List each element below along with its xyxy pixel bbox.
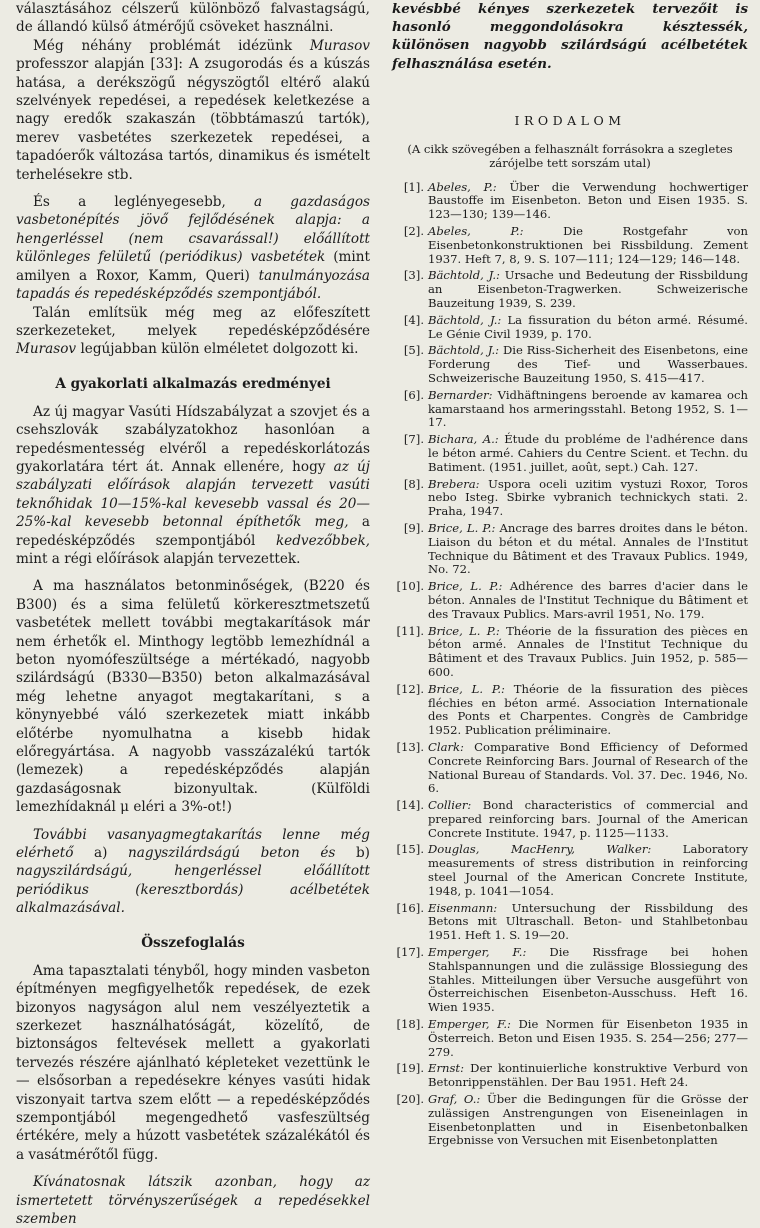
reference-author: Brice, L. P.: — [428, 623, 500, 638]
reference-item — [392, 946, 748, 1015]
reference-number: [3]. — [403, 268, 424, 283]
reference-number: [4]. — [403, 312, 424, 327]
section-heading-summary: Összefoglalás — [141, 934, 245, 951]
reference-text: Comparative Bond Efficiency of Deformed Concrete Reinforcing Bars. Journal of Research of the National Bureau of Standards. Vol. 37. Dec. 1946, No. 6. — [428, 739, 748, 796]
paragraph-7: Ama tapasztalati tényből, hogy minden vasbeton építményen megfigyelhetők repedések, de ezek bizonyos nagyságon alul nem veszélyeztetik a szerkezet használhatóságát, közelítő, de biztonságos feltevések mellett a gyakorlati tervezés részére ajánlható képleteket vezettünk le — elsősorban a repedésekre kényes vasúti hidak viszonyait tartva szem előtt — a repedésképződés szempontjából megengedhető vasfeszültség értékére, mely a húzott vasbetétek százalékától és a vasátmérőtől függ. — [16, 962, 370, 1163]
reference-author: Ernst: — [428, 1061, 464, 1076]
reference-item — [392, 269, 748, 310]
reference-number: [13]. — [396, 739, 424, 754]
reference-text: Die Riss-Sicherheit des Eisenbetons, eine Forderung des Tief- und Wasserbaues. Schweizerische Bauzeitung 1950, S. 415—417. — [428, 343, 749, 385]
reference-text: Der kontinuierliche konstruktive Verburd von Betonrippenstählen. Der Bau 1951. Heft 24. — [428, 1061, 748, 1090]
reference-author: Emperger, F.: — [428, 1017, 511, 1032]
author-name: Murasov — [309, 37, 370, 54]
reference-item — [392, 389, 748, 430]
reference-author: Graf, O.: — [428, 1092, 481, 1107]
reference-item — [392, 314, 748, 342]
reference-number: [17]. — [396, 945, 424, 960]
paragraph-1: Még néhány problémát idézünk Murasov professzor alapján [33]: A zsugorodás és a kúszás hatása, a derékszögű négyszögtől eltérő alakú szelvények repedései, a repedések keletkezése a nagy eredők szakaszán (többtámaszú tartók), merev vasbetétes szerkezetek repedései, a tapadóerők változása tartós, dinamikus és ismételt terhelésekre stb. — [16, 37, 370, 183]
reference-number: [15]. — [396, 842, 424, 857]
reference-item — [392, 225, 748, 266]
left-column — [16, 0, 370, 1228]
reference-author: Bernarder: — [428, 387, 493, 402]
reference-number: [10]. — [396, 579, 424, 594]
reference-number: [7]. — [403, 432, 424, 447]
reference-item — [392, 1093, 748, 1148]
reference-item — [392, 344, 748, 385]
reference-item — [392, 433, 748, 474]
reference-number: [19]. — [396, 1061, 424, 1076]
reference-number: [11]. — [396, 623, 424, 638]
reference-author: Brice, L. P.: — [428, 520, 496, 535]
reference-text: Ursache und Bedeutung der Rissbildung an Eisenbeton-Tragwerken. Schweizerische Bauzeitung 1939, S. 239. — [428, 268, 749, 310]
paragraph-8: Kívánatosnak látszik azonban, hogy az ismertetett törvényszerűségek a repedésekkel szemben — [16, 1174, 370, 1227]
reference-item — [392, 683, 748, 738]
reference-item — [392, 522, 748, 577]
reference-list — [392, 181, 748, 1149]
reference-text: Théorie de la fissuration des pièces en béton armé. Annales de l'Institut Technique du Bâtiment et des Travaux Publics. Juin 1952, p. 585—600. — [428, 623, 749, 679]
reference-author: Bichara, A.: — [428, 432, 499, 447]
section-heading-results: A gyakorlati alkalmazás eredményei — [55, 375, 331, 392]
reference-number: [6]. — [403, 387, 424, 402]
right-column — [392, 0, 748, 1151]
reference-number: [18]. — [396, 1017, 424, 1032]
reference-number: [12]. — [396, 681, 424, 696]
paragraph-5: A ma használatos betonminőségek, (B220 és B300) és a sima felületű körkeresztmetszetű vasbetétek mellett további megtakarítások már nem érhetők el. Minthogy legtöbb lemezhídnál a beton nyomófeszültsége a mértékadó, nagyobb szilárdságú (B330—B350) beton alkalmazásával még lehetne anyagot megtakarítani, s a könynyebbé váló szerkezetek miatt inkább előtérbe nyomulhatna a kisebb hidak előregyártása. A nagyobb vasszázalékú tartók (lemezek) a repedésképződés alapján gazdaságosnak bizonyultak. (Külföldi lemezhídaknál μ eléri a 3%-ot!) — [16, 578, 370, 816]
reference-author: Brice, L. P.: — [428, 579, 503, 594]
author-name: Murasov — [16, 341, 77, 358]
reference-number: [9]. — [403, 520, 424, 535]
reference-author: Douglas, MacHenry, Walker: — [428, 842, 652, 857]
reference-author: Collier: — [428, 798, 472, 813]
reference-text: Über die Verwendung hochwertiger Baustoffe im Eisenbeton. Beton und Eisen 1935. S. 123—130; 139—146. — [428, 179, 748, 222]
reference-item — [392, 843, 748, 898]
reference-author: Bächtold, J.: — [428, 268, 500, 283]
reference-text: Ancrage des barres droites dans le béton. Liaison du béton et du métal. Annales de l'Institut Technique du Bâtiment et des Travaux Publics. 1949, No. 72. — [428, 520, 749, 577]
reference-item — [392, 1062, 748, 1090]
reference-text: Vidhäftningens beroende av kamarea och kamarstaand hos armeringsstahl. Betong 1952, S. 1—17. — [428, 387, 748, 430]
reference-author: Brice, L. P.: — [428, 681, 505, 696]
reference-item — [392, 625, 748, 680]
reference-text: Bond characteristics of commercial and prepared reinforcing bars. Journal of the American Concrete Institute. 1947, p. 1125—1133. — [428, 798, 748, 840]
references-heading: IRODALOM — [514, 112, 626, 128]
reference-text: Die Rissfrage bei hohen Stahlspannungen und die zulässige Blossiegung des Stahles. Mitteilungen über Versuche ausgeführt von Österreichischen Eisenbeton-Ausschuss. Heft 16. Wien 1935. — [428, 945, 748, 1015]
reference-author: Abeles, P.: — [428, 179, 497, 194]
references-note: (A cikk szövegében a felhasznált forrásokra a szegletes zárójelbe tett sorszám utal) — [407, 141, 733, 171]
reference-text: Die Rostgefahr von Eisenbetonkonstruktionen bei Rissbildung. Zement 1937. Heft 7, 8, 9. S. 107—111; 124—129; 146—148. — [428, 224, 748, 266]
reference-text: Étude du probléme de l'adhérence dans le béton armé. Cahiers du Centre Scient. et Techn. du Batiment. (1951. juillet, août, sept.) Cah. 127. — [428, 432, 749, 474]
reference-item — [392, 1018, 748, 1059]
paragraph-4: Az új magyar Vasúti Hídszabályzat a szovjet és a csehszlovák szabályzatokhoz hasonlóan a repedésmentesség elvéről a repedéskorlátozás gyakorlatára tért át. Annak ellenére, hogy az új szabályzati előírások alapján tervezett vasúti teknőhidak 10—15%-kal kevesebb vassal és 20—25%-kal kevesebb betonnal építhetők meg, a repedésképződés szempontjából kedvezőbbek, mint a régi előírások alapján tervezettek. — [16, 403, 370, 567]
reference-text: Uspora oceli uzitim vystuzi Roxor, Toros nebo Isteg. Sbirke vybranich technickych stati. 2. Praha, 1947. — [428, 476, 748, 519]
reference-author: Brebera: — [428, 476, 480, 491]
paragraph-3: Talán említsük még meg az előfeszített szerkezeteket, melyek repedésképződésére Murasov legújabban külön elméletet dolgozott ki. — [16, 304, 370, 358]
reference-number: [20]. — [396, 1092, 424, 1107]
reference-item — [392, 902, 748, 943]
reference-number: [1]. — [403, 179, 424, 194]
reference-item — [392, 580, 748, 621]
paragraph-2: És a leglényegesebb, a gazdaságos vasbetonépítés jövő fejlődésének alapja: a hengerléssel (nem csavarással!) előállított különleges felületű (periódikus) vasbetétek (mint amilyen a Roxor, Kamm, Queri) tanulmányozása tapadás és repedésképződés szempontjából. — [16, 194, 370, 303]
reference-author: Emperger, F.: — [428, 945, 527, 960]
reference-text: Über die Bedingungen für die Grösse der zulässigen Anstrengungen von Eiseneinlagen in Eisenbetonplatten und in Eisenbetonbalken Ergebnisse von Versuchen mit Eisenbetonplatten — [428, 1092, 748, 1148]
reference-text: Théorie de la fissuration des pièces fléchies en béton armé. Association Internationale des Ponts et Charpentes. Congrès de Cambridge 1952. Publication préliminaire. — [428, 681, 749, 738]
reference-item — [392, 799, 748, 840]
reference-author: Bächtold, J.: — [428, 343, 500, 358]
reference-number: [2]. — [403, 224, 424, 239]
reference-author: Abeles, P.: — [428, 224, 524, 239]
paragraph-6: További vasanyagmegtakarítás lenne még elérhető a) nagyszilárdságú beton és b) nagyszilárdságú, hengerléssel előállított periódikus (keresztbordás) acélbetétek alkalmazásával. — [16, 826, 370, 917]
reference-text: Laboratory measurements of stress distribution in reinforcing steel Journal of the American Concrete Institute, 1948, p. 1041—1054. — [428, 842, 748, 898]
reference-author: Bächtold, J.: — [428, 312, 502, 327]
reference-item — [392, 181, 748, 222]
reference-text: Untersuchung der Rissbildung des Betons mit Ultraschall. Beton- und Stahlbetonbau 1951. Heft 1. S. 19—20. — [428, 900, 748, 943]
reference-author: Clark: — [428, 739, 464, 754]
paragraph-continuation: kevésbbé kényes szerkezetek tervezőit is hasonló meggondolásokra késztessék, különösen nagyobb szilárdságú acélbetétek felhasználása esetén. — [392, 1, 748, 72]
reference-item — [392, 741, 748, 796]
reference-text: La fissuration du béton armé. Résumé. Le Génie Civil 1939, p. 170. — [428, 312, 748, 341]
reference-number: [8]. — [403, 476, 424, 491]
reference-number: [14]. — [396, 798, 424, 813]
reference-author: Eisenmann: — [428, 900, 498, 915]
paragraph-0: választásához célszerű különböző falvastagságú, de állandó külső átmérőjű csöveket használni. — [16, 1, 370, 36]
reference-text: Adhérence des barres d'acier dans le béton. Annales de l'Institut Technique du Bâtiment et des Travaux Publics. Mars-avril 1951, No. 179. — [428, 579, 749, 621]
reference-text: Die Normen für Eisenbeton 1935 in Österreich. Beton und Eisen 1935. S. 254—256; 277—279. — [428, 1017, 748, 1059]
reference-number: [16]. — [396, 900, 424, 915]
reference-item — [392, 478, 748, 519]
reference-number: [5]. — [403, 343, 424, 358]
